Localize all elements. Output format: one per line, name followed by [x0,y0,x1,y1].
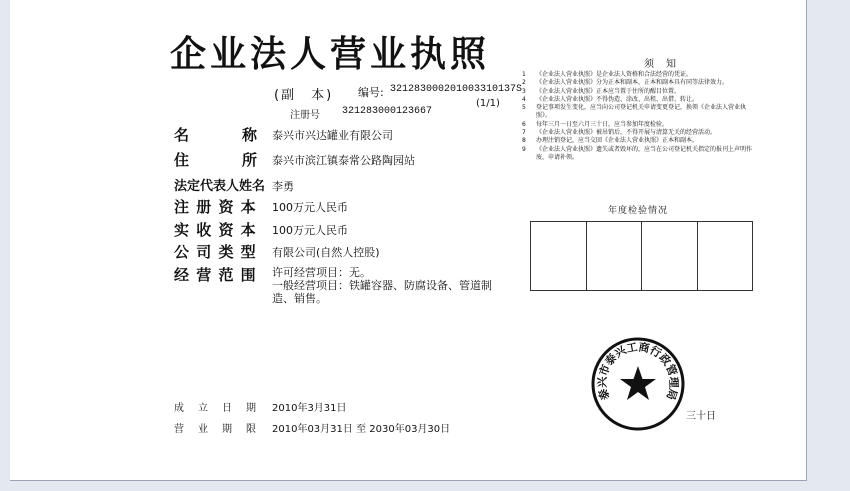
official-seal-icon [590,336,686,432]
address-label-b: 所 [242,151,259,169]
notice-item: 4 《企业法人营业执照》不得伪造、涂改、出租、出借、转让。 [522,95,699,103]
inspection-cell [698,222,753,290]
paid-capital-label: 实 收 资 本 [174,221,257,239]
license-title: 企业法人营业执照 [170,34,491,75]
notice-item: 6 每年三月一日至六月三十日，应当参加年度检验。 [522,120,669,128]
established-value: 2010年3月31日 [272,403,347,414]
notice-item: 3 《企业法人营业执照》正本应当置于住所的醒目位置。 [522,87,681,95]
number-label: 编号: [358,86,384,99]
scope-line-general: 一般经营项目：铁罐容器、防腐设备、管道制造、销售。 [272,279,492,305]
name-label-b: 称 [242,126,259,144]
name-value: 泰兴市兴达罐业有限公司 [272,129,393,142]
notice-item: 8 办理注销登记，应当交回《企业法人营业执照》正本和副本。 [522,137,699,145]
established-label: 成 立 日 期 [174,403,256,414]
notice-item: 5 登记事项发生变化，应当向公司登记机关申请变更登记，换领《企业法人营业执照》。 [522,104,747,120]
address-label-a: 住 [174,151,191,169]
inspection-cell [587,222,643,290]
rep-value: 李勇 [272,180,294,193]
notice-list [522,71,758,162]
scope-value [272,266,502,305]
reg-capital-label: 注 册 资 本 [174,198,257,216]
term-value: 2010年03月31日 至 2030年03月30日 [272,424,451,435]
term-label: 营 业 期 限 [174,424,256,435]
reg-capital-value: 100万元人民币 [272,201,348,214]
inspection-cell [642,222,698,290]
notice-title: 须知 [644,59,688,70]
seal-text: 泰兴市泰兴工商行政管理局 [595,340,681,402]
registration-number: 321283000123667 [342,106,433,117]
paid-capital-value: 100万元人民币 [272,224,348,237]
notice-item: 1 《企业法人营业执照》是企业法人资格和合法经营的凭证。 [522,71,693,78]
name-label-a: 名 [174,126,191,144]
registration-label: 注册号 [290,110,320,121]
company-type-value: 有限公司(自然人控股) [272,246,380,259]
seal-date: 三十日 [686,411,716,422]
scope-line-licensed: 许可经营项目：无。 [272,266,371,279]
address-value: 泰兴市滨江镇泰常公路陶园站 [272,154,415,167]
number-value: 321283000201003310137S [390,84,523,95]
annual-inspection-grid [530,221,753,291]
annual-inspection-title: 年度检验情况 [608,206,669,216]
copy-label: (副 本) [274,88,334,103]
license-document [10,0,807,481]
company-type-label: 公 司 类 型 [174,243,257,261]
rep-label: 法定代表人姓名 [174,179,266,194]
scope-label: 经 营 范 围 [174,266,257,284]
notice-item: 9 《企业法人营业执照》遗失或者毁坏的，应当在公司登记机关指定的报刊上声明作废，申请补领。 [522,145,753,161]
inspection-cell [531,222,587,290]
notice-item: 7 《企业法人营业执照》被吊销后，不得开展与清算无关的经营活动。 [522,129,717,137]
notice-item: 2 《企业法人营业执照》分为正本和副本，正本和副本具有同等法律效力。 [522,79,729,87]
page-count: (1/1) [476,98,500,109]
